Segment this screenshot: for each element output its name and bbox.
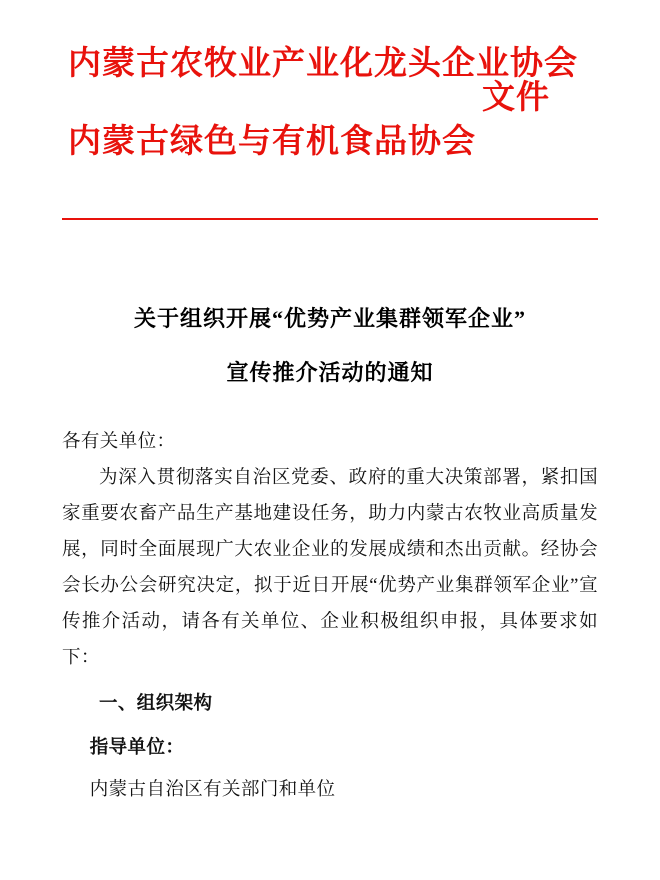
salutation: 各有关单位： bbox=[62, 432, 176, 452]
section-heading-organization: 一、组织架构 bbox=[99, 694, 213, 714]
guidance-unit-content: 内蒙古自治区有关部门和单位 bbox=[89, 780, 336, 800]
issuing-org-line-2: 内蒙古绿色与有机食品协会 bbox=[68, 124, 476, 160]
document-word-label: 文件 bbox=[482, 80, 550, 116]
letterhead bbox=[62, 0, 598, 200]
body-paragraph-1: 为深入贯彻落实自治区党委、政府的重大决策部署，紧扣国家重要农畜产品生产基地建设任务，助力内蒙古农牧业高质量发展，同时全面展现广大农业企业的发展成绩和杰出贡献。经协会会长办公会研究决定，拟于近日开展“优势产业集群领军企业”宣传推介活动，请各有关单位、企业积极组织申报，具体要求如下： bbox=[62, 468, 598, 668]
page-title: 关于组织开展“优势产业集群领军企业” bbox=[133, 306, 526, 331]
letterhead-divider bbox=[62, 218, 598, 220]
document-body bbox=[62, 424, 598, 808]
sub-heading-guidance-unit: 指导单位： bbox=[89, 738, 185, 758]
page-title-line-2: 宣传推介活动的通知 bbox=[226, 360, 434, 385]
issuing-org-line-1: 内蒙古农牧业产业化龙头企业协会 bbox=[68, 46, 578, 82]
